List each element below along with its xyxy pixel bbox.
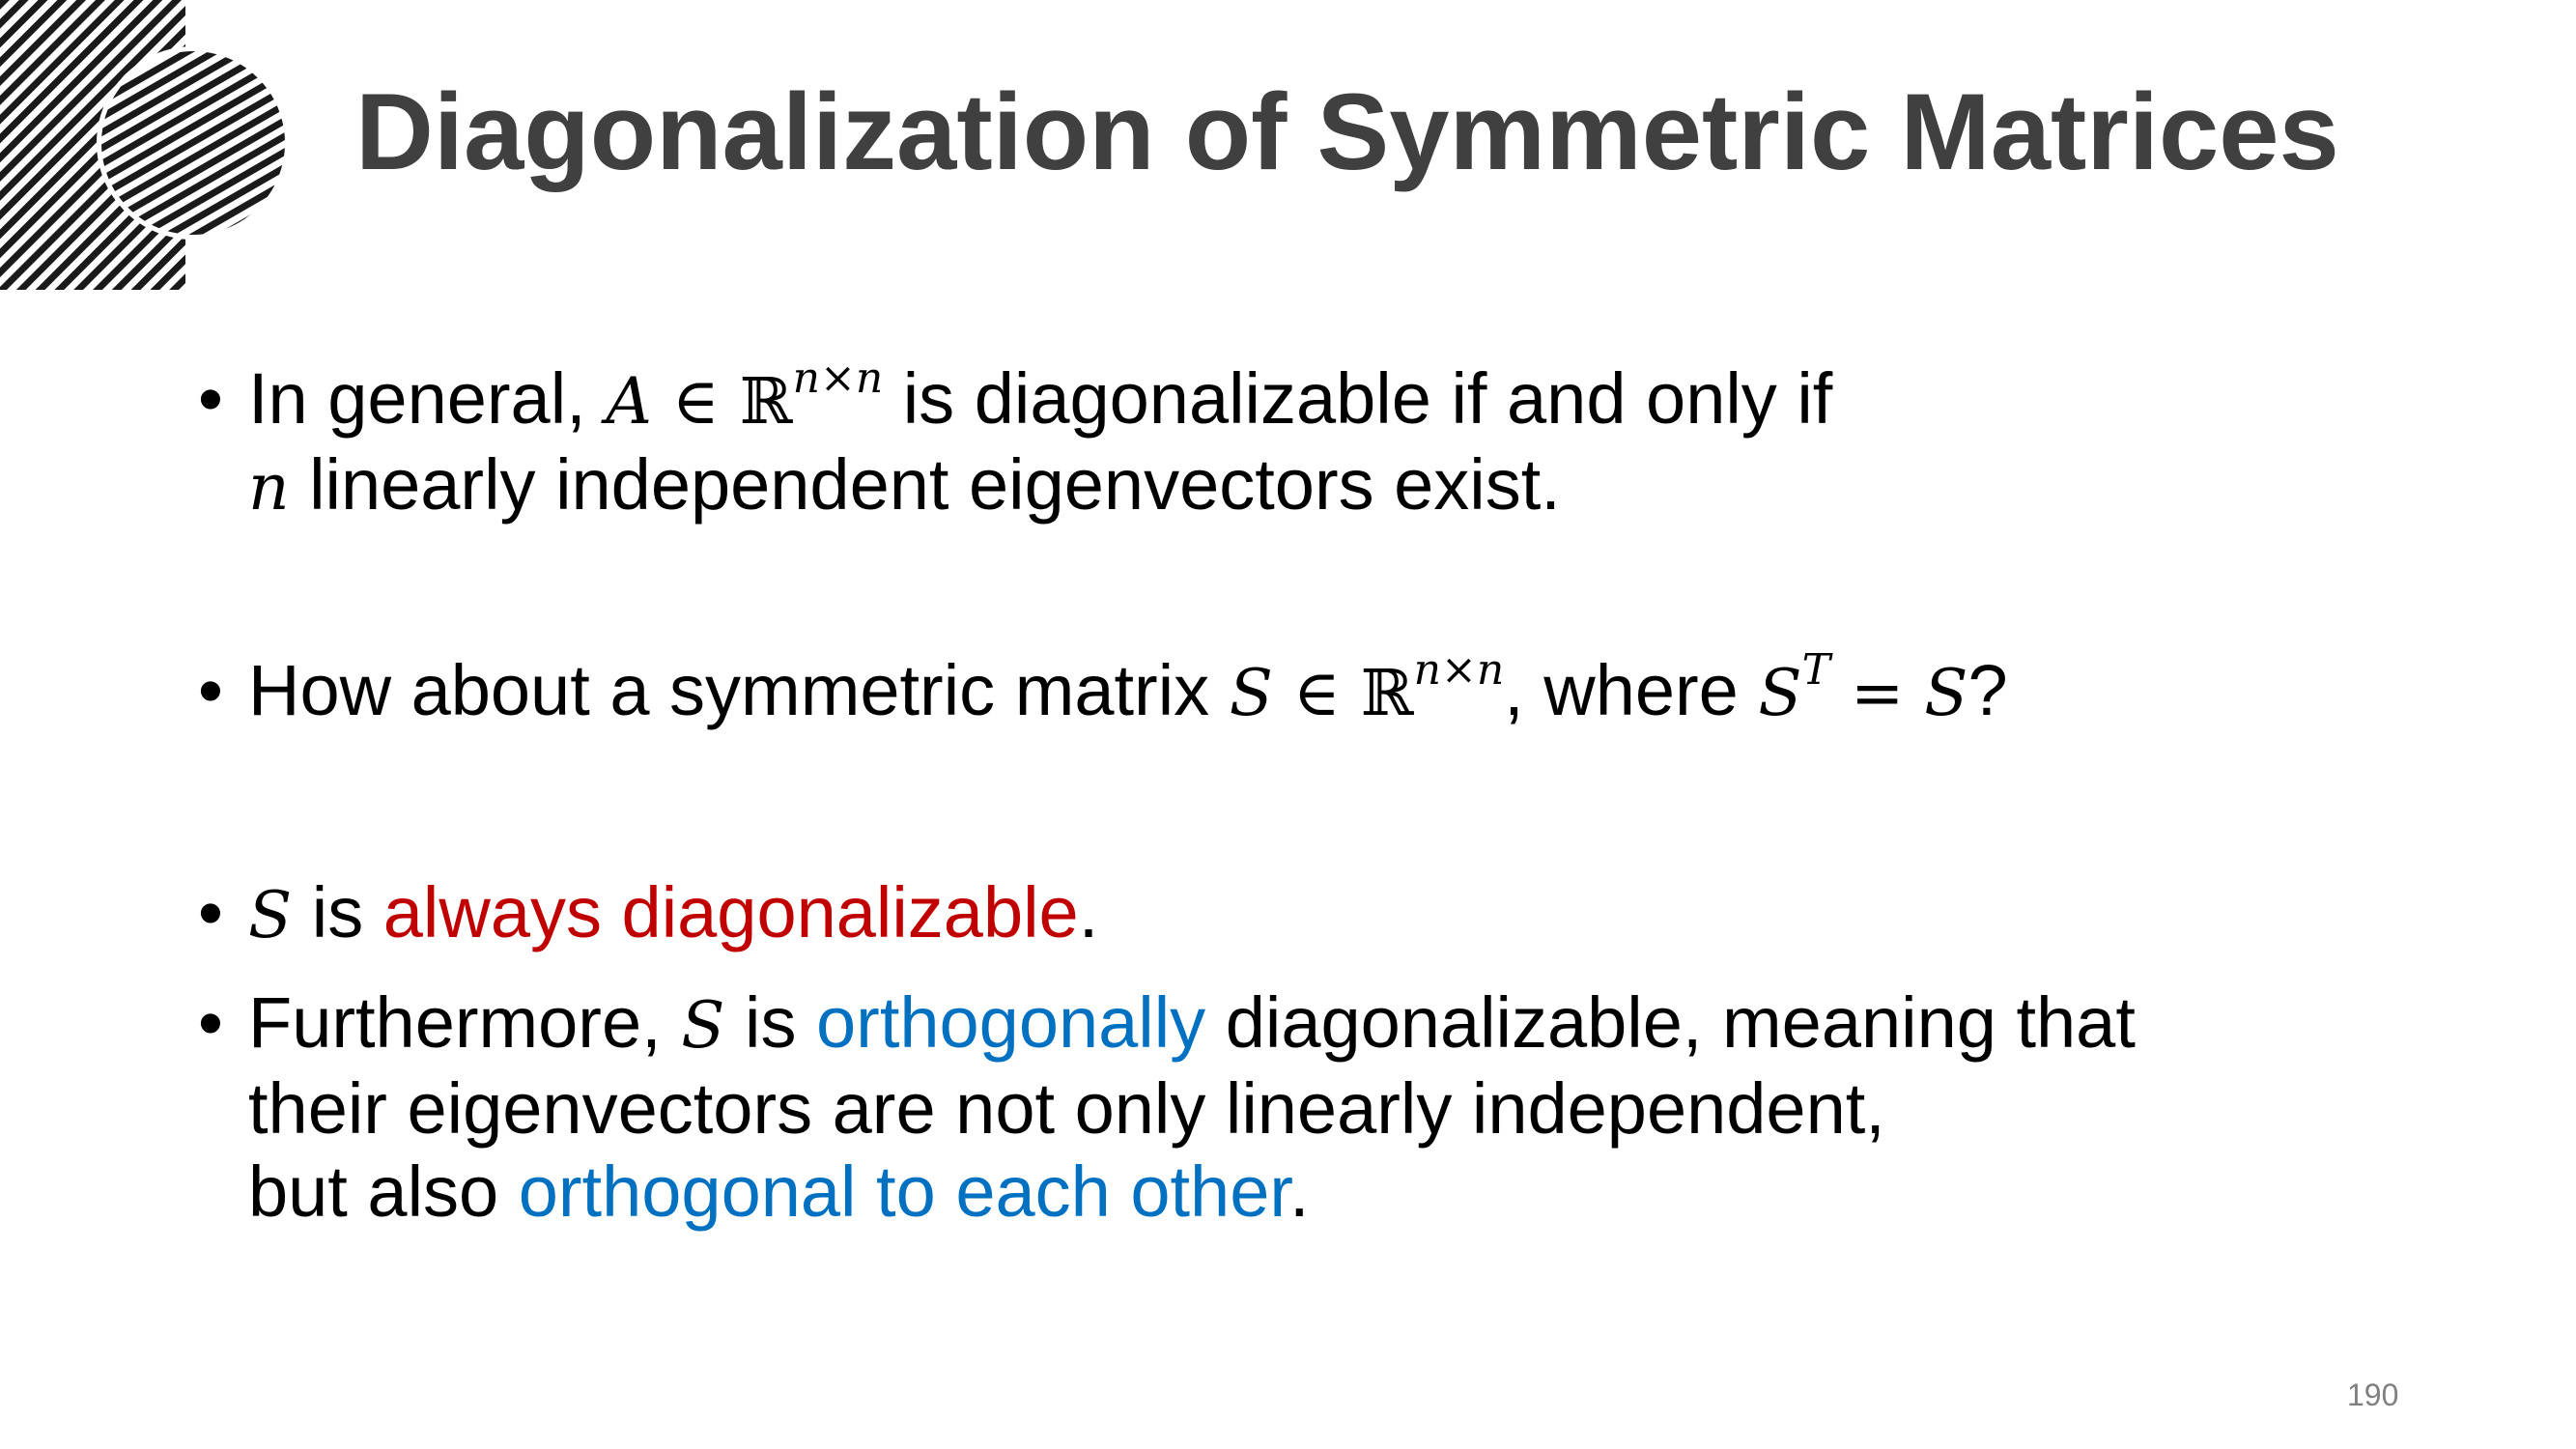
math-reals-symbol: ℝ <box>739 364 793 439</box>
text-span: How about a symmetric matrix <box>248 650 1230 730</box>
math-S: S <box>248 878 293 952</box>
math-S: S <box>1924 656 1968 730</box>
text-span: ? <box>1967 650 2008 730</box>
math-superscript-nxn: n×n <box>792 354 884 404</box>
math-S: S <box>681 988 725 1063</box>
text-span: diagonalizable, meaning that <box>1205 982 2136 1063</box>
math-equals: = <box>1829 656 1925 730</box>
bullet-dot: • <box>198 650 223 730</box>
bullet-dot: • <box>198 358 223 439</box>
math-S: S <box>1758 656 1802 730</box>
math-in-symbol: ∈ <box>1272 656 1361 730</box>
bullet-3-text <box>248 871 1098 957</box>
bullet-4-line-2: their eigenvectors are not only linearly independent, <box>248 1068 1885 1149</box>
bullet-2-text <box>248 645 2008 735</box>
text-span: linearly independent eigenvectors exist. <box>289 444 1561 525</box>
highlight-blue-text: orthogonal to each other <box>518 1151 1289 1232</box>
text-span: but also <box>248 1151 519 1232</box>
math-in-symbol: ∈ <box>651 364 740 439</box>
highlight-red-text: always diagonalizable <box>382 872 1079 952</box>
bullet-1-line-1 <box>248 354 1833 443</box>
bullet-1-line-2 <box>248 443 1832 529</box>
text-span: is <box>724 982 817 1063</box>
bullet-1-text <box>248 354 1833 529</box>
math-superscript-T: T <box>1801 645 1830 696</box>
hatched-logo-decoration <box>0 0 290 290</box>
text-span: In general, <box>248 358 607 439</box>
highlight-blue-text: orthogonally <box>816 982 1206 1063</box>
math-reals-symbol: ℝ <box>1360 656 1414 730</box>
text-span: , where <box>1504 650 1759 730</box>
bullet-4-line-1 <box>248 981 2136 1067</box>
math-n: n <box>248 450 290 525</box>
math-A: A <box>606 364 652 439</box>
page-number: 190 <box>2347 1378 2399 1412</box>
bullet-3-line-1 <box>248 871 1098 957</box>
bullet-dot: • <box>198 872 223 952</box>
text-span: is diagonalizable if and only if <box>883 358 1833 439</box>
text-span: . <box>1288 1151 1310 1232</box>
math-S: S <box>1229 656 1273 730</box>
bullet-dot: • <box>198 982 223 1063</box>
bullet-4-text <box>248 981 2136 1234</box>
math-superscript-nxn: n×n <box>1413 645 1505 696</box>
text-span: Furthermore, <box>248 982 682 1063</box>
text-span: is <box>292 872 383 952</box>
slide-title: Diagonalization of Symmetric Matrices <box>355 71 2339 192</box>
text-span: . <box>1078 872 1099 952</box>
bullet-2-line-1 <box>248 645 2008 735</box>
bullet-4-line-3 <box>248 1151 2136 1234</box>
